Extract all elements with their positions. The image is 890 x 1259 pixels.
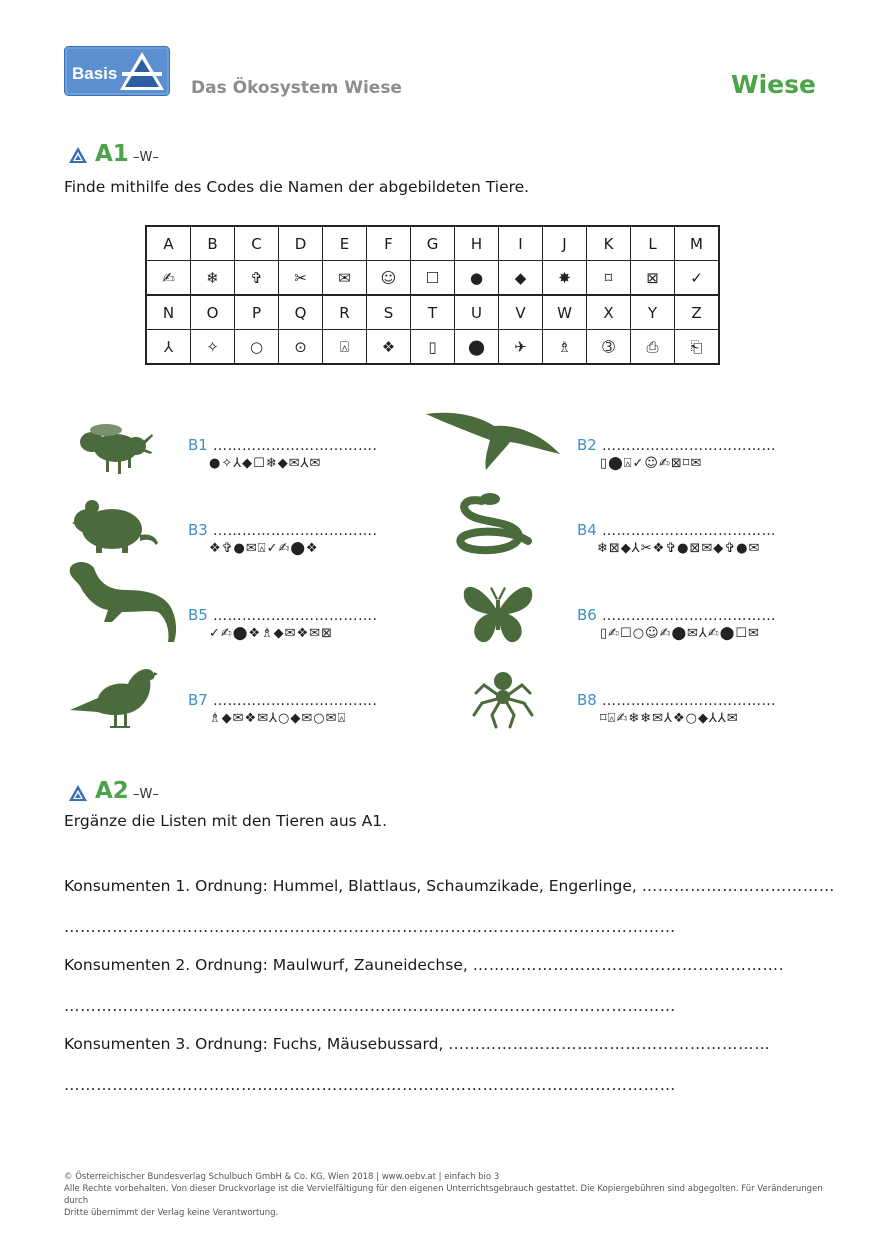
consumer-line-2 [64, 956, 784, 974]
code-symbol-cell-2: ✞ [235, 261, 279, 296]
buzzard-silhouette [424, 410, 562, 476]
topic-title: Wiese [731, 70, 816, 99]
code-letter-cell-6: T [411, 295, 455, 330]
animal-b5 [188, 605, 377, 624]
b5-label: B5 [188, 606, 208, 624]
code-letter-cell-7: H [455, 226, 499, 261]
b1-answer-line[interactable]: ……………………………. [212, 438, 378, 454]
code-row-letters-1 [146, 226, 719, 261]
code-letter-cell-4: E [323, 226, 367, 261]
code-letter-cell-9: J [543, 226, 587, 261]
b3-label: B3 [188, 521, 208, 539]
code-letter-cell-12: Z [675, 295, 720, 330]
a2-task-icon [68, 784, 88, 806]
b5-code: ✓✍⬤❖♗◆✉❖✉⊠ [209, 626, 333, 641]
animal-b2 [577, 435, 776, 454]
page-subtitle: Das Ökosystem Wiese [191, 78, 402, 98]
code-symbol-cell-10: ➂ [587, 330, 631, 365]
code-symbol-cell-3: ✂ [279, 261, 323, 296]
code-symbol-cell-0: ✍ [146, 261, 191, 296]
mouse-silhouette [72, 499, 160, 559]
code-symbol-cell-11: ⊠ [631, 261, 675, 296]
consumer-line-1-text: Konsumenten 1. Ordnung: Hummel, Blattlaus, Schaumzikade, Engerlinge, [64, 877, 637, 895]
code-letter-cell-0: A [146, 226, 191, 261]
b3-answer-line[interactable]: ……………………………. [212, 523, 378, 539]
code-letter-cell-10: X [587, 295, 631, 330]
code-symbol-cell-0: ⅄ [146, 330, 191, 365]
code-symbol-cell-11: ⎙ [631, 330, 675, 365]
consumer-line-3-blank[interactable]: …………………………………………………… [448, 1035, 771, 1053]
code-symbol-cell-12: ✓ [675, 261, 720, 296]
b7-code: ♗◆✉❖✉⅄○◆✉○✉⍓ [209, 711, 347, 726]
code-letter-cell-1: B [191, 226, 235, 261]
code-letter-cell-0: N [146, 295, 191, 330]
animal-b8 [577, 690, 776, 709]
a2-level: –W– [133, 787, 159, 802]
code-symbol-cell-1: ✧ [191, 330, 235, 365]
code-letter-cell-8: V [499, 295, 543, 330]
consumer-line-2-text: Konsumenten 2. Ordnung: Maulwurf, Zauneidechse, [64, 956, 468, 974]
consumer-line-3-continuation[interactable]: …………………………………………………………………………………………………… [64, 1076, 676, 1094]
code-letter-cell-3: Q [279, 295, 323, 330]
snake-silhouette [452, 491, 538, 563]
code-symbol-cell-12: ⎗ [675, 330, 720, 365]
b6-answer-line[interactable]: ……………………………… [601, 608, 776, 624]
code-letter-cell-5: F [367, 226, 411, 261]
code-symbol-cell-4: ✉ [323, 261, 367, 296]
code-letter-cell-9: W [543, 295, 587, 330]
code-letter-cell-4: R [323, 295, 367, 330]
footer [64, 1171, 824, 1219]
code-letter-cell-7: U [455, 295, 499, 330]
b8-code: ⌑⍓✍❄❄✉⅄❖○◆⅄⅄✉ [600, 711, 739, 726]
footer-rights: Alle Rechte vorbehalten. Von dieser Druckvorlage ist die Vervielfältigung für den eigenen Unterrichtsgebrauch gestattet. Die Kopiergebühren sind abgegolten. Für Veränderungen durch [64, 1184, 823, 1206]
animal-b4 [577, 520, 776, 539]
b2-label: B2 [577, 436, 597, 454]
a1-label: A1 [95, 141, 129, 167]
consumer-line-1 [64, 877, 835, 895]
a2-instruction: Ergänze die Listen mit den Tieren aus A1. [64, 812, 388, 830]
a2-label: A2 [95, 778, 129, 804]
code-letter-cell-11: L [631, 226, 675, 261]
footer-copyright: © Österreichischer Bundesverlag Schulbuch GmbH & Co. KG, Wien 2018 | www.oebv.at | einfach bio 3 [64, 1172, 500, 1182]
consumer-line-2-blank[interactable]: …………………………………………………. [472, 956, 785, 974]
footer-disclaimer: Dritte übernimmt der Verlag keine Verantwortung. [64, 1208, 279, 1218]
code-row-symbols-2 [146, 330, 719, 365]
code-letter-cell-11: Y [631, 295, 675, 330]
logo-text: Basis [72, 64, 118, 83]
code-letter-cell-2: C [235, 226, 279, 261]
code-letter-cell-1: O [191, 295, 235, 330]
code-row-letters-2 [146, 295, 719, 330]
animal-b3 [188, 520, 377, 539]
b7-label: B7 [188, 691, 208, 709]
butterfly-silhouette [462, 582, 534, 648]
code-symbol-cell-5: ❖ [367, 330, 411, 365]
animal-b6 [577, 605, 776, 624]
code-symbol-cell-2: ○ [235, 330, 279, 365]
b1-code: ●✧⅄◆☐❄◆✉⅄✉ [209, 456, 322, 471]
thrush-silhouette [68, 662, 158, 734]
b7-answer-line[interactable]: ……………………………. [212, 693, 378, 709]
bee-silhouette [76, 418, 154, 480]
code-letter-cell-10: K [587, 226, 631, 261]
code-symbol-cell-8: ✈ [499, 330, 543, 365]
code-letter-cell-5: S [367, 295, 411, 330]
b2-code: ▯⬤⍓✓☺✍⊠⌑✉ [600, 456, 703, 471]
b2-answer-line[interactable]: ……………………………… [601, 438, 776, 454]
code-symbol-cell-10: ⌑ [587, 261, 631, 296]
code-symbol-cell-7: ⬤ [455, 330, 499, 365]
a1-instruction: Finde mithilfe des Codes die Namen der abgebildeten Tiere. [64, 178, 530, 196]
code-letter-cell-8: I [499, 226, 543, 261]
consumer-line-3-text: Konsumenten 3. Ordnung: Fuchs, Mäusebussard, [64, 1035, 444, 1053]
code-symbol-cell-3: ⊙ [279, 330, 323, 365]
code-symbol-cell-8: ◆ [499, 261, 543, 296]
code-table [145, 225, 720, 365]
animal-b1 [188, 435, 377, 454]
basis-logo [64, 46, 170, 96]
code-symbol-cell-7: ● [455, 261, 499, 296]
b1-label: B1 [188, 436, 208, 454]
consumer-line-1-continuation[interactable]: …………………………………………………………………………………………………… [64, 918, 676, 936]
code-symbol-cell-9: ♗ [543, 330, 587, 365]
consumer-line-1-blank[interactable]: ……………………………… [641, 877, 835, 895]
code-symbol-cell-6: ☐ [411, 261, 455, 296]
weasel-silhouette [66, 560, 180, 648]
b6-label: B6 [577, 606, 597, 624]
spider-silhouette [470, 667, 536, 733]
b3-code: ❖✞●✉⍓✓✍⬤❖ [209, 541, 319, 556]
code-letter-cell-12: M [675, 226, 720, 261]
code-letter-cell-2: P [235, 295, 279, 330]
b4-answer-line[interactable]: ……………………………… [601, 523, 776, 539]
code-symbol-cell-5: ☺ [367, 261, 411, 296]
b6-code: ▯✍☐○☺✍⬤✉⅄✍⬤☐✉ [600, 626, 760, 641]
consumer-line-2-continuation[interactable]: …………………………………………………………………………………………………… [64, 997, 676, 1015]
code-symbol-cell-4: ⍓ [323, 330, 367, 365]
a1-task-icon [68, 146, 88, 168]
b8-label: B8 [577, 691, 597, 709]
code-letter-cell-6: G [411, 226, 455, 261]
code-letter-cell-3: D [279, 226, 323, 261]
code-symbol-cell-1: ❄ [191, 261, 235, 296]
b4-code: ❄⊠◆⅄✂❖✞●⊠✉◆✞●✉ [597, 541, 761, 556]
b4-label: B4 [577, 521, 597, 539]
b8-answer-line[interactable]: ……………………………… [601, 693, 776, 709]
b5-answer-line[interactable]: ……………………………. [212, 608, 378, 624]
code-symbol-cell-9: ✸ [543, 261, 587, 296]
a1-level: –W– [133, 150, 159, 165]
code-symbol-cell-6: ▯ [411, 330, 455, 365]
consumer-line-3 [64, 1035, 770, 1053]
code-row-symbols-1 [146, 261, 719, 296]
animal-b7 [188, 690, 377, 709]
